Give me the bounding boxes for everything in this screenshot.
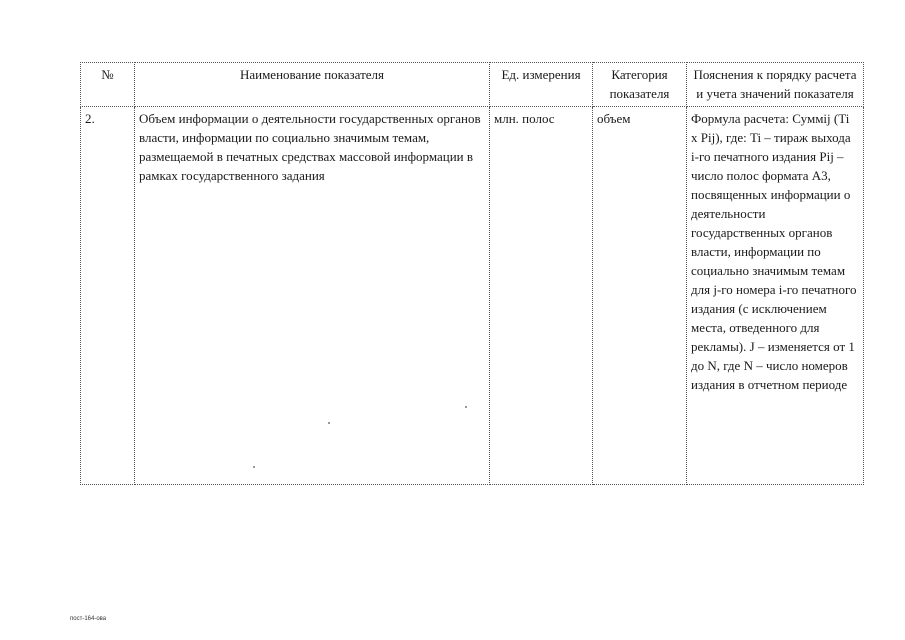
cell-category: объем	[593, 107, 687, 485]
scan-speck	[465, 406, 467, 408]
header-unit: Ед. измерения	[490, 63, 593, 107]
header-name: Наименование показателя	[135, 63, 490, 107]
cell-name: Объем информации о деятельности государственных органов власти, информации по социально значимым темам, размещаемой в печатных средствах массовой информации в рамках государственного задания	[135, 107, 490, 485]
cell-number: 2.	[81, 107, 135, 485]
cell-explanation: Формула расчета: Суммij (Ti x Pij), где: Ti – тираж выхода i-го печатного издания Pij – число полос формата А3, посвященных информации о деятельности государственных органов власти, информации по социально значимым темам для j-го номера i-го печатного издания (с исключением места, отведенного для рекламы). J – изменяется от 1 до N, где N – число номеров издания в отчетном периоде	[687, 107, 864, 485]
scan-speck	[328, 422, 330, 424]
header-explanation: Пояснения к порядку расчета и учета значений показателя	[687, 63, 864, 107]
cell-unit: млн. полос	[490, 107, 593, 485]
indicator-table	[80, 62, 864, 485]
table-row	[81, 107, 864, 485]
header-number: №	[81, 63, 135, 107]
scan-speck	[253, 466, 255, 468]
header-category: Категория показателя	[593, 63, 687, 107]
footer-note: пост-164-ова	[70, 616, 107, 622]
table-header-row	[81, 63, 864, 107]
